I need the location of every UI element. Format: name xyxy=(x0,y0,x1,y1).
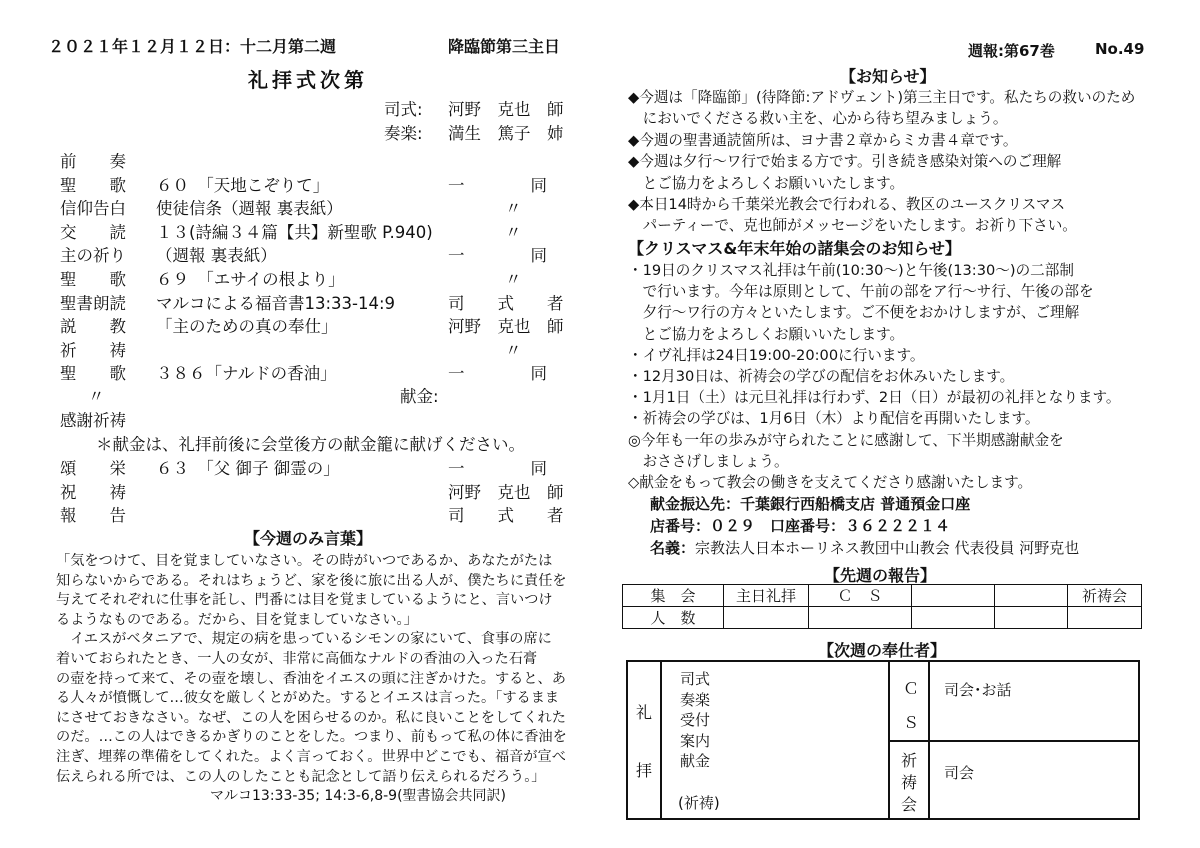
order-item-detail: ６０ 「天地こぞりて」 xyxy=(156,175,330,195)
order-title: 礼拝式次第 xyxy=(248,68,368,92)
presider-name: 河野 克也 師 xyxy=(448,100,564,119)
report-cell xyxy=(995,607,1068,629)
christmas-line: ・12月30日は、祈祷会の学びの配信をお休みいたします。 xyxy=(628,368,1015,385)
christmas-line: ・祈祷会の学びは、1月6日（木）より配信を再開いたします。 xyxy=(628,410,1040,428)
order-item-label: 聖 歌 xyxy=(60,270,126,289)
service-date: ２０２１年１２月１２日：十二月第二週 xyxy=(48,37,337,56)
order-item-detail: ６３ 「父 御子 御霊の」 xyxy=(156,459,340,478)
order-item-officiant: 河野 克也 師 xyxy=(448,317,564,337)
report-table xyxy=(622,584,1142,629)
order-item-label: 信仰告白 xyxy=(60,199,126,219)
report-cell xyxy=(1068,607,1142,629)
prayer-meeting-label-3: 会 xyxy=(901,795,918,814)
report-cell xyxy=(995,585,1068,607)
word-line: 伝えられる所では、この人のしたことも記念として語り伝えられるだろう。」 xyxy=(56,768,546,785)
notice-line: とご協力をよろしくお願いいたします。 xyxy=(628,174,905,192)
liturgical-sunday: 降臨節第三主日 xyxy=(448,37,561,56)
order-item-label: 説 教 xyxy=(60,317,126,337)
report-cell: 集 会 xyxy=(623,585,724,607)
notice-line: パーティーで、克也師がメッセージをいたします。お祈り下さい。 xyxy=(628,217,1077,235)
order-item-label: 聖 歌 xyxy=(60,175,126,195)
divider xyxy=(888,740,1138,742)
cs-roles: 司会･お話 xyxy=(944,681,1012,699)
musician-name: 満生 篤子 姉 xyxy=(448,124,564,143)
divider xyxy=(888,660,890,818)
notice-line: ◆本日14時から千葉栄光教会で行われる、教区のユースクリスマス xyxy=(628,196,1066,213)
word-line: イエスがベタニアで、規定の病を患っているシモンの家にいて、食事の席に xyxy=(56,631,552,648)
word-line: 注ぎ、埋葬の準備をしてくれた。よく言っておく。世界中どこでも、福音が宣べ xyxy=(56,749,566,765)
cs-label-top: Ｃ xyxy=(903,679,920,698)
word-line: の壺を持って来て、その壺を壊し、香油をイエスの頭に注ぎかけた。すると、あ xyxy=(56,670,566,687)
order-item-officiant: 〃 xyxy=(505,270,522,289)
order-item-officiant: 司 式 者 xyxy=(448,293,564,313)
word-line: 知らないからである。それはちょうど、家を後に旅に出る人が、僕たちに責任を xyxy=(56,572,567,589)
order-item-officiant: 〃 xyxy=(505,199,522,219)
musician-label: 奏楽: xyxy=(384,124,423,143)
christmas-line: ・1月1日（土）は元旦礼拝は行わず、2日（日）が最初の礼拝となります。 xyxy=(628,389,1121,407)
notice-line: ◆今週は「降臨節」(待降節:アドヴェント)第三主日です。私たちの救いのため xyxy=(628,89,1136,106)
notice-line: ◆今週の聖書通読箇所は、ヨナ書２章からミカ書４章です。 xyxy=(628,131,1018,149)
order-item-detail: ６９ 「エサイの根より」 xyxy=(156,270,345,289)
cs-label-bottom: Ｓ xyxy=(903,713,920,732)
christmas-line: で行います。今年は原則として、午前の部をア行～サ行、午後の部を xyxy=(628,283,1094,301)
offering-note: ＊献金は、礼拝前後に会堂後方の献金籠に献げください。 xyxy=(96,435,525,454)
report-row-counts xyxy=(623,607,1142,629)
bank-line: 献金振込先：千葉銀行西船橋支店 普通預金口座 xyxy=(650,495,971,513)
worship-label-bottom: 拝 xyxy=(636,761,653,780)
order-item-officiant: 一 同 xyxy=(448,246,547,266)
report-cell xyxy=(912,585,995,607)
prayer-role: (祈祷) xyxy=(678,794,720,812)
word-line: 「気をつけて、目を覚ましていなさい。その時がいつであるか、あなたがたは xyxy=(56,553,553,569)
order-item-officiant: 司 式 者 xyxy=(448,506,564,526)
report-cell: Ｃ Ｓ xyxy=(809,585,912,607)
volume: 週報:第67巻 xyxy=(968,42,1055,60)
christmas-line: ◎今年も一年の歩みが守られたことに感謝して、下半期感謝献金を xyxy=(628,431,1064,449)
offering-label: 献金: xyxy=(400,387,439,406)
name-line xyxy=(650,537,1079,558)
server-role: 受付 xyxy=(680,711,711,729)
word-reference: マルコ13:33-35; 14:3-6,8-9(聖書協会共同訳) xyxy=(210,788,507,804)
report-cell xyxy=(724,607,809,629)
order-item-detail: マルコによる福音書13:33-14:9 xyxy=(156,293,396,313)
christmas-line: とご協力をよろしくお願いいたします。 xyxy=(628,325,905,343)
servers-title: 【次週の奉仕者】 xyxy=(818,641,947,660)
order-item-label: 聖書朗読 xyxy=(60,293,126,313)
order-item-label: 祝 祷 xyxy=(60,482,126,502)
order-item-officiant: 〃 xyxy=(505,222,522,242)
divider xyxy=(660,660,662,818)
word-line: 着いておられたとき、一人の女が、非常に高価なナルドの香油の入った石膏 xyxy=(56,651,538,667)
report-cell: 祈祷会 xyxy=(1068,585,1142,607)
order-item-label: 聖 歌 xyxy=(60,364,126,384)
offering-ditto: 〃 xyxy=(88,387,105,406)
server-role: 献金 xyxy=(680,752,711,770)
order-item-officiant: 一 同 xyxy=(448,459,547,478)
prayer-meeting-role: 司会 xyxy=(944,764,975,782)
report-title: 【先週の報告】 xyxy=(824,566,937,585)
order-item-label: 祈 祷 xyxy=(60,340,126,360)
report-cell: 主日礼拝 xyxy=(724,585,809,607)
christmas-line: ・イヴ礼拝は24日19:00-20:00に行います。 xyxy=(628,346,925,364)
issue-number: No.49 xyxy=(1095,40,1145,58)
word-line: 与えてそれぞれに仕事を託し、門番には目を覚ましているようにと、言いつけ xyxy=(56,592,553,609)
notice-line: においでくださる救い主を、心から待ち望みましょう。 xyxy=(628,110,1008,128)
christmas-line: ・19日のクリスマス礼拝は午前(10:30～)と午後(13:30～)の二部制 xyxy=(628,262,1074,279)
report-cell: 人 数 xyxy=(623,607,724,629)
order-item-officiant: 〃 xyxy=(505,340,522,360)
order-item-detail: （週報 裏表紙） xyxy=(156,246,277,266)
name-value: 宗教法人日本ホーリネス教団中山教会 代表役員 河野克也 xyxy=(695,539,1080,557)
word-line: るようなものである。だから、目を覚ましていなさい。」 xyxy=(56,611,418,628)
notices-title: 【お知らせ】 xyxy=(840,67,936,86)
word-line: る人々が憤慨して…彼女を厳しくとがめた。するとイエスは言った。「するまま xyxy=(56,690,560,707)
server-role: 奏楽 xyxy=(680,690,711,709)
order-item-label: 頌 栄 xyxy=(60,459,126,478)
christmas-line: 夕行～ワ行の方々といたします。ご不便をおかけしますが、ご理解 xyxy=(628,304,1080,322)
notice-line: ◆今週は夕行～ワ行で始まる方です。引き続き感染対策へのご理解 xyxy=(628,153,1062,171)
word-line: のだ。…この人はできるかぎりのことをした。つまり、前もって私の体に香油を xyxy=(56,729,567,746)
order-item-officiant: 一 同 xyxy=(448,175,547,195)
christmas-line: ◇献金をもって教会の働きを支えてくださり感謝いたします。 xyxy=(628,474,1033,491)
word-line: にさせておきなさい。なぜ、この人を困らせるのか。私に良いことをしてくれた xyxy=(56,709,566,726)
server-role: 司式 xyxy=(680,670,711,688)
thanks-prayer: 感謝祈祷 xyxy=(60,411,126,430)
prayer-meeting-label-2: 祷 xyxy=(901,773,918,792)
word-title: 【今週のみ言葉】 xyxy=(244,529,373,548)
order-item-detail: １３(詩編３４篇【共】新聖歌 P.940) xyxy=(156,222,433,242)
name-label: 名義： xyxy=(650,539,696,557)
worship-label-top: 礼 xyxy=(636,703,653,722)
order-item-label: 主の祈り xyxy=(60,246,126,266)
report-cell xyxy=(912,607,995,629)
order-item-label: 交 読 xyxy=(60,222,126,242)
order-item-detail: 「主のための真の奉仕」 xyxy=(156,317,338,337)
christmas-line: おささげしましょう。 xyxy=(628,452,789,470)
report-cell xyxy=(809,607,912,629)
order-item-label: 前 奏 xyxy=(60,152,126,171)
account-line: 店番号：０２９ 口座番号：３６２２２１４ xyxy=(650,517,951,535)
order-item-label: 報 告 xyxy=(60,506,126,526)
report-row-meetings xyxy=(623,585,1142,607)
order-item-detail: 使徒信条（週報 裏表紙） xyxy=(156,199,343,219)
order-item-officiant: 河野 克也 師 xyxy=(448,482,564,502)
divider xyxy=(928,660,930,818)
order-item-detail: ３８６「ナルドの香油」 xyxy=(156,364,337,384)
christmas-title: 【クリスマス&年末年始の諸集会のお知らせ】 xyxy=(628,239,961,258)
server-role: 案内 xyxy=(680,731,711,750)
prayer-meeting-label-1: 祈 xyxy=(901,751,918,770)
presider-label: 司式: xyxy=(384,100,423,119)
order-item-officiant: 一 同 xyxy=(448,364,547,384)
